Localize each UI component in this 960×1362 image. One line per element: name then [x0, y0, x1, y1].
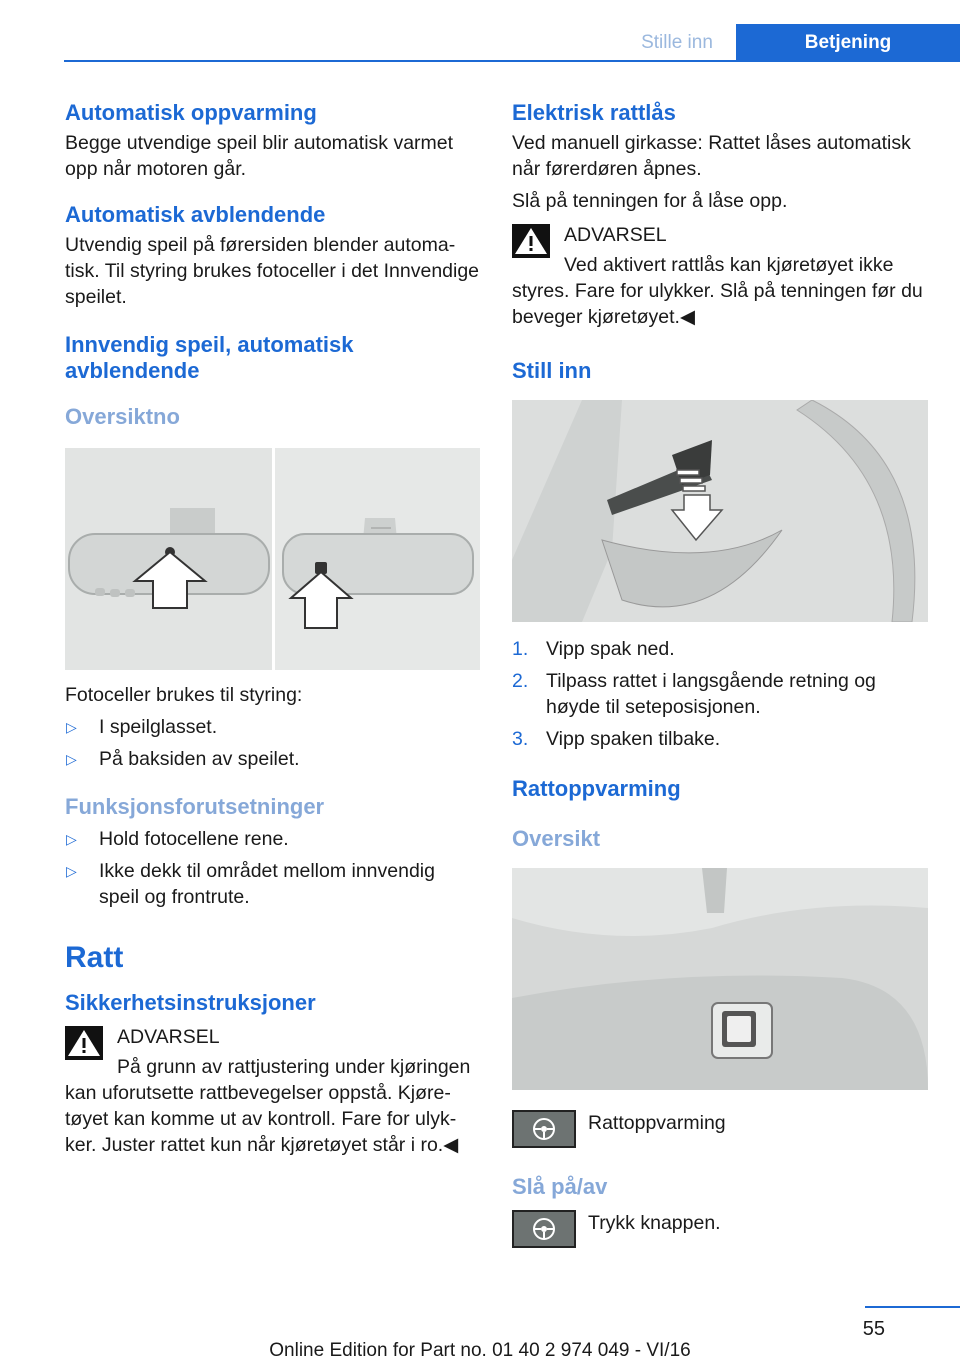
- text-auto-dim: Utvendig speil på førersiden blender automatisk. Til styring brukes fotoceller i det Innvendige speilet.: [65, 234, 480, 308]
- triangle-bullet-icon: ▷: [66, 831, 77, 847]
- wheel-heating-label: Rattoppvarming: [588, 1112, 726, 1134]
- list-item: ▷ Hold fotocellene rene.: [66, 828, 289, 850]
- warning-text: På grunn av rattjustering under kjøringen kan uforutsette rattbevegelser oppstå. Kjøretøyet kan komme ut av kontroll. Fare for ulykker. Juster rattet kun når kjøretøyet står i ro.◀: [65, 1056, 471, 1156]
- warning-block-right: [512, 222, 928, 330]
- list-item: ▷ Ikke dekk til området mellom innvendig speil og frontrute.: [66, 860, 435, 908]
- warning-triangle-icon: [512, 224, 550, 258]
- photocell-list: [65, 714, 480, 772]
- wheel-heating-button-row: [512, 1110, 928, 1150]
- warning-label: ADVARSEL: [564, 224, 667, 246]
- heading-ratt: Ratt: [65, 941, 124, 974]
- warning-triangle-icon: [65, 1026, 103, 1060]
- heading-auto-heat: Automatisk oppvarming: [65, 100, 317, 125]
- heading-wheel-heating: Rattoppvarming: [512, 776, 681, 801]
- function-list: [65, 826, 480, 910]
- heading-adjust: Still inn: [512, 358, 592, 383]
- left-column: [65, 100, 480, 1158]
- list-item: ▷ På baksiden av speilet.: [66, 748, 300, 770]
- triangle-bullet-icon: ▷: [66, 751, 77, 767]
- heading-steering-lock: Elektrisk rattlås: [512, 100, 676, 125]
- text-lock-1: Ved manuell girkasse: Rattet låses automatisk når førerdøren åpnes.: [512, 132, 911, 180]
- steering-wheel-heating-icon[interactable]: [512, 1110, 576, 1148]
- steps-list: [512, 636, 928, 752]
- heading-on-off: Slå på/av: [512, 1174, 608, 1199]
- heading-function-req: Funksjonsforutsetninger: [65, 794, 325, 819]
- tab-betjening[interactable]: Betjening: [736, 24, 960, 62]
- press-button-row: [512, 1210, 928, 1250]
- list-item: 1. Vipp spak ned.: [512, 638, 675, 660]
- triangle-bullet-icon: ▷: [66, 719, 77, 735]
- heating-button-figure: [512, 868, 928, 1090]
- list-item: 3. Vipp spaken tilbake.: [512, 728, 721, 750]
- page-number: 55: [862, 1318, 885, 1340]
- steering-adjust-figure: [512, 400, 928, 622]
- press-button-label: Trykk knappen.: [588, 1212, 721, 1234]
- warning-text: Ved aktivert rattlås kan kjøretøyet ikke styres. Fare for ulykker. Slå på tenningen før du beveger kjøretøyet.◀: [512, 254, 923, 328]
- mirror-figure: [65, 448, 480, 670]
- steering-wheel-heating-icon[interactable]: [512, 1210, 576, 1248]
- heading-auto-dim: Automatisk avblendende: [65, 202, 326, 227]
- text-photocells: Fotoceller brukes til styring:: [65, 684, 303, 706]
- heading-overview-right: Oversikt: [512, 826, 601, 851]
- warning-label: ADVARSEL: [117, 1026, 220, 1048]
- right-column: [512, 100, 928, 1250]
- tab-stille-inn[interactable]: Stille inn: [641, 32, 713, 53]
- list-item: ▷ I speilglasset.: [66, 716, 218, 738]
- edition-footer: Online Edition for Part no. 01 40 2 974 049 - VI/16: [269, 1340, 691, 1361]
- warning-block-left: [65, 1024, 480, 1158]
- heading-overview-left: Oversiktno: [65, 404, 180, 429]
- heading-inner-mirror: Innvendig speil, automatisk avblendende: [65, 332, 354, 383]
- list-item: 2. Tilpass rattet i langsgående retning og høyde til seteposisjonen.: [512, 670, 876, 718]
- text-auto-heat: Begge utvendige speil blir automatisk varmet opp når motoren går.: [65, 132, 454, 180]
- footer-rule: [865, 1306, 960, 1308]
- text-lock-2: Slå på tenningen for å låse opp.: [512, 190, 788, 212]
- heading-safety: Sikkerhetsinstruksjoner: [65, 990, 316, 1015]
- triangle-bullet-icon: ▷: [66, 863, 77, 879]
